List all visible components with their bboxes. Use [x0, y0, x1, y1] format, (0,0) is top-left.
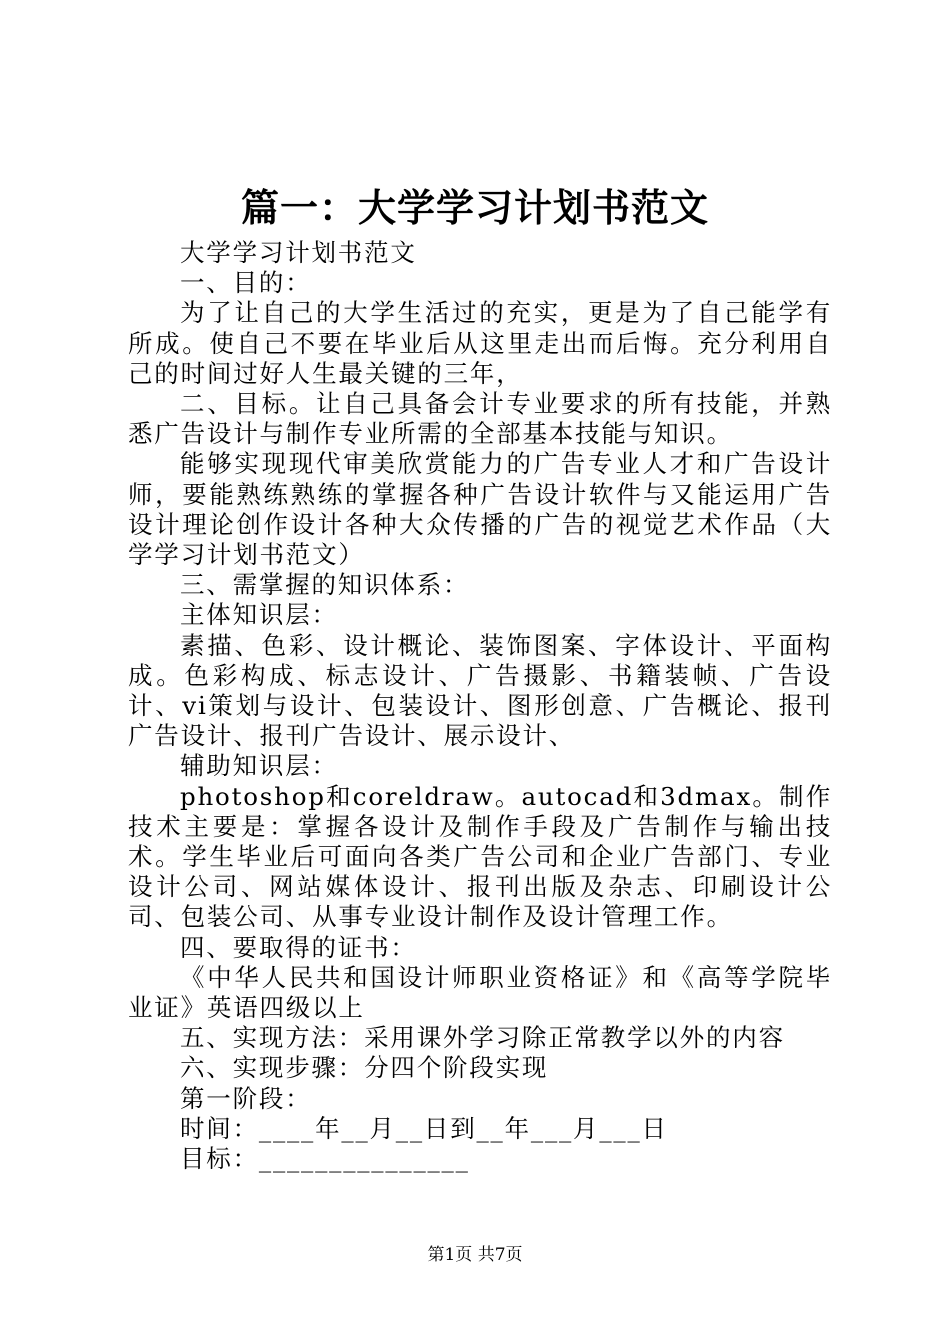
paragraph-goal-text: 能够实现现代审美欣赏能力的广告专业人才和广告设计师，要能熟练熟练的掌握各种广告设计软件与又能运用广告设计理论创作设计各种大众传播的广告的视觉艺术作品（大学学习计划书范文）	[128, 449, 832, 570]
paragraph-main-knowledge-text: 素描、色彩、设计概论、装饰图案、字体设计、平面构成。色彩构成、标志设计、广告摄影、书籍装帧、广告设计、vi策划与设计、包装设计、图形创意、广告概论、报刊广告设计、报刊广告设计、展示设计、	[128, 630, 832, 751]
paragraph-heading: 大学学习计划书范文	[180, 238, 417, 267]
paragraph-section-method: 五、实现方法：采用课外学习除正常教学以外的内容	[180, 1023, 785, 1053]
paragraph-aux-knowledge-text: photoshop和coreldraw。autocad和3dmax。制作技术主要是：掌握各设计及制作手段及广告制作与输出技术。学生毕业后可面向各类广告公司和企业广告部门、专业设计公司、网站媒体设计、报刊出版及杂志、印刷设计公司、包装公司、从事专业设计制作及设计管理工作。	[128, 781, 832, 932]
paragraph-main-knowledge-label: 主体知识层：	[180, 600, 338, 630]
page-title: 篇一：大学学习计划书范文	[240, 185, 709, 230]
document-body	[128, 238, 832, 1174]
paragraph-section-goal: 二、目标。让自己具备会计专业要求的所有技能，并熟悉广告设计与制作专业所需的全部基本技能与知识。	[128, 389, 832, 449]
paragraph-stage-one: 第一阶段：	[180, 1083, 312, 1113]
paragraph-section-purpose: 一、目的：	[180, 268, 312, 298]
paragraph-stage-time: 时间：____年__月__日到__年___月___日	[180, 1113, 668, 1143]
paragraph-section-steps: 六、实现步骤：分四个阶段实现	[180, 1053, 549, 1083]
paragraph-section-certificates: 四、要取得的证书：	[180, 932, 417, 962]
paragraph-section-knowledge: 三、需掌握的知识体系：	[180, 570, 470, 600]
paragraph-purpose-text: 为了让自己的大学生活过的充实，更是为了自己能学有所成。使自己不要在毕业后从这里走出而后悔。充分利用自己的时间过好人生最关键的三年，	[128, 298, 832, 388]
paragraph-aux-knowledge-label: 辅助知识层：	[180, 751, 338, 781]
paragraph-stage-goal: 目标：_______________	[180, 1144, 470, 1174]
page-footer: 第1页 共7页	[427, 1245, 523, 1265]
paragraph-certificates-text: 《中华人民共和国设计师职业资格证》和《高等学院毕业证》英语四级以上	[128, 962, 832, 1023]
